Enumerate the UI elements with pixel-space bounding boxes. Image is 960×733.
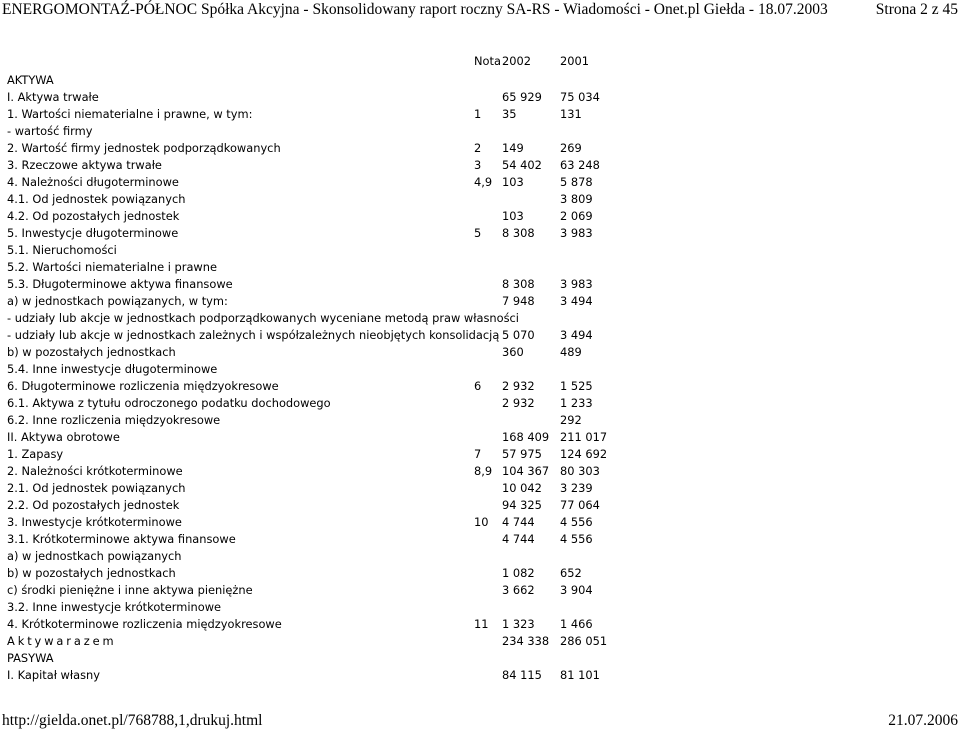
row-value-2001: 652 (560, 566, 582, 580)
table-row (0, 73, 960, 90)
table-row (0, 617, 960, 634)
row-value-2002: 149 (502, 141, 524, 155)
row-label: 4.1. Od jednostek powiązanych (7, 192, 186, 206)
row-value-2001: 80 303 (560, 464, 600, 478)
table-row (0, 277, 960, 294)
table-row (0, 600, 960, 617)
row-label: I. Aktywa trwałe (7, 90, 99, 104)
table-header-row (0, 54, 960, 73)
row-value-2002: 1 323 (502, 617, 535, 631)
table-row (0, 583, 960, 600)
table-row (0, 464, 960, 481)
row-label: 5.1. Nieruchomości (7, 243, 117, 257)
row-value-2001: 77 064 (560, 498, 600, 512)
row-value-2001: 3 904 (560, 583, 593, 597)
document-title: ENERGOMONTAŹ-PÓŁNOC Spółka Akcyjna - Skonsolidowany raport roczny SA-RS - Wiadomości - Onet.pl Giełda - 18.07.2003 (2, 1, 828, 18)
row-label: I. Kapitał własny (7, 668, 100, 682)
row-value-2001: 3 239 (560, 481, 593, 495)
table-row (0, 498, 960, 515)
row-value-2001: 3 494 (560, 294, 593, 308)
row-label: 6.1. Aktywa z tytułu odroczonego podatku dochodowego (7, 396, 331, 410)
table-row (0, 396, 960, 413)
row-value-2002: 10 042 (502, 481, 542, 495)
page-header (0, 1, 960, 21)
row-value-2002: 7 948 (502, 294, 535, 308)
row-label: 3.2. Inne inwestycje krótkoterminowe (7, 600, 222, 614)
row-label: PASYWA (7, 651, 54, 665)
page-footer (0, 712, 960, 732)
column-header-2002: 2002 (502, 54, 531, 68)
row-label: 6. Długoterminowe rozliczenia międzyokresowe (7, 379, 279, 393)
row-value-2001: 2 069 (560, 209, 593, 223)
row-label: 1. Wartości niematerialne i prawne, w tym: (7, 107, 253, 121)
table-row (0, 158, 960, 175)
row-value-2001: 63 248 (560, 158, 600, 172)
row-value-2001: 1 525 (560, 379, 593, 393)
row-value-2002: 360 (502, 345, 524, 359)
row-nota: 2 (474, 141, 482, 155)
row-label: - udziały lub akcje w jednostkach zależnych i współzależnych nieobjętych konsolidacją (7, 328, 500, 342)
row-nota: 8,9 (474, 464, 493, 478)
table-row (0, 243, 960, 260)
row-label: 5.3. Długoterminowe aktywa finansowe (7, 277, 233, 291)
row-value-2001: 1 466 (560, 617, 593, 631)
row-value-2001: 3 809 (560, 192, 593, 206)
table-row (0, 481, 960, 498)
row-value-2002: 8 308 (502, 277, 535, 291)
table-row (0, 141, 960, 158)
row-value-2002: 8 308 (502, 226, 535, 240)
row-value-2002: 4 744 (502, 532, 535, 546)
table-row (0, 90, 960, 107)
row-value-2001: 3 494 (560, 328, 593, 342)
table-row (0, 668, 960, 685)
row-value-2002: 4 744 (502, 515, 535, 529)
row-value-2001: 131 (560, 107, 582, 121)
table-row (0, 413, 960, 430)
row-label: c) środki pieniężne i inne aktywa pieniężne (7, 583, 253, 597)
table-row (0, 107, 960, 124)
row-value-2002: 35 (502, 107, 517, 121)
table-row (0, 634, 960, 651)
row-value-2001: 1 233 (560, 396, 593, 410)
print-date: 21.07.2006 (888, 712, 958, 729)
row-nota: 10 (474, 515, 489, 529)
table-row (0, 515, 960, 532)
balance-sheet-table (0, 54, 960, 685)
row-label: - wartość firmy (7, 124, 93, 138)
column-header-2001: 2001 (560, 54, 589, 68)
row-label: 2.1. Od jednostek powiązanych (7, 481, 186, 495)
row-label: 6.2. Inne rozliczenia międzyokresowe (7, 413, 221, 427)
row-value-2001: 3 983 (560, 226, 593, 240)
row-value-2002: 168 409 (502, 430, 550, 444)
row-value-2002: 57 975 (502, 447, 542, 461)
table-row (0, 226, 960, 243)
row-value-2002: 104 367 (502, 464, 550, 478)
row-nota: 7 (474, 447, 482, 461)
row-value-2002: 5 070 (502, 328, 535, 342)
row-value-2001: 124 692 (560, 447, 608, 461)
row-value-2002: 3 662 (502, 583, 535, 597)
row-label: 2. Wartość firmy jednostek podporządkowanych (7, 141, 281, 155)
row-value-2001: 269 (560, 141, 582, 155)
row-label: 3.1. Krótkoterminowe aktywa finansowe (7, 532, 236, 546)
row-label: 5.2. Wartości niematerialne i prawne (7, 260, 217, 274)
row-label: 4. Krótkoterminowe rozliczenia międzyokresowe (7, 617, 282, 631)
row-value-2001: 489 (560, 345, 582, 359)
table-row (0, 294, 960, 311)
row-label: - udziały lub akcje w jednostkach podporządkowanych wyceniane metodą praw własności (7, 311, 519, 325)
row-value-2002: 65 929 (502, 90, 542, 104)
table-row (0, 549, 960, 566)
table-row (0, 379, 960, 396)
row-value-2001: 211 017 (560, 430, 608, 444)
row-label: II. Aktywa obrotowe (7, 430, 120, 444)
row-label: b) w pozostałych jednostkach (7, 345, 176, 359)
table-row (0, 328, 960, 345)
row-label: 4.2. Od pozostałych jednostek (7, 209, 180, 223)
row-value-2002: 103 (502, 175, 524, 189)
table-row (0, 566, 960, 583)
row-nota: 3 (474, 158, 482, 172)
row-value-2002: 1 082 (502, 566, 535, 580)
table-body (0, 73, 960, 685)
row-value-2002: 84 115 (502, 668, 542, 682)
row-value-2001: 4 556 (560, 515, 593, 529)
row-label: a) w jednostkach powiązanych (7, 549, 182, 563)
row-label: 2. Należności krótkoterminowe (7, 464, 183, 478)
row-value-2001: 3 983 (560, 277, 593, 291)
table-row (0, 362, 960, 379)
page-number: Strona 2 z 45 (875, 1, 958, 18)
row-label: 4. Należności długoterminowe (7, 175, 179, 189)
row-label: 1. Zapasy (7, 447, 64, 461)
row-label: b) w pozostałych jednostkach (7, 566, 176, 580)
row-nota: 1 (474, 107, 482, 121)
column-header-nota: Nota (474, 54, 501, 68)
row-nota: 6 (474, 379, 482, 393)
row-label: Aktywarazem (7, 634, 117, 648)
row-value-2002: 2 932 (502, 379, 535, 393)
row-label: 5.4. Inne inwestycje długoterminowe (7, 362, 218, 376)
row-value-2002: 2 932 (502, 396, 535, 410)
table-row (0, 532, 960, 549)
row-value-2001: 286 051 (560, 634, 608, 648)
table-row (0, 124, 960, 141)
table-row (0, 345, 960, 362)
table-row (0, 447, 960, 464)
table-row (0, 175, 960, 192)
row-value-2001: 5 878 (560, 175, 593, 189)
row-value-2002: 54 402 (502, 158, 542, 172)
row-label: a) w jednostkach powiązanych, w tym: (7, 294, 228, 308)
table-row (0, 192, 960, 209)
table-row (0, 430, 960, 447)
row-value-2001: 75 034 (560, 90, 600, 104)
source-url: http://gielda.onet.pl/768788,1,drukuj.html (2, 712, 263, 729)
table-row (0, 311, 960, 328)
row-label: 3. Inwestycje krótkoterminowe (7, 515, 182, 529)
row-nota: 4,9 (474, 175, 493, 189)
row-value-2002: 234 338 (502, 634, 550, 648)
row-nota: 11 (474, 617, 489, 631)
row-value-2001: 81 101 (560, 668, 600, 682)
row-value-2002: 103 (502, 209, 524, 223)
row-nota: 5 (474, 226, 482, 240)
row-label: AKTYWA (7, 73, 54, 87)
table-row (0, 260, 960, 277)
table-row (0, 209, 960, 226)
row-value-2001: 4 556 (560, 532, 593, 546)
table-row (0, 651, 960, 668)
row-value-2001: 292 (560, 413, 582, 427)
row-label: 2.2. Od pozostałych jednostek (7, 498, 180, 512)
row-label: 5. Inwestycje długoterminowe (7, 226, 179, 240)
row-value-2002: 94 325 (502, 498, 542, 512)
row-label: 3. Rzeczowe aktywa trwałe (7, 158, 162, 172)
